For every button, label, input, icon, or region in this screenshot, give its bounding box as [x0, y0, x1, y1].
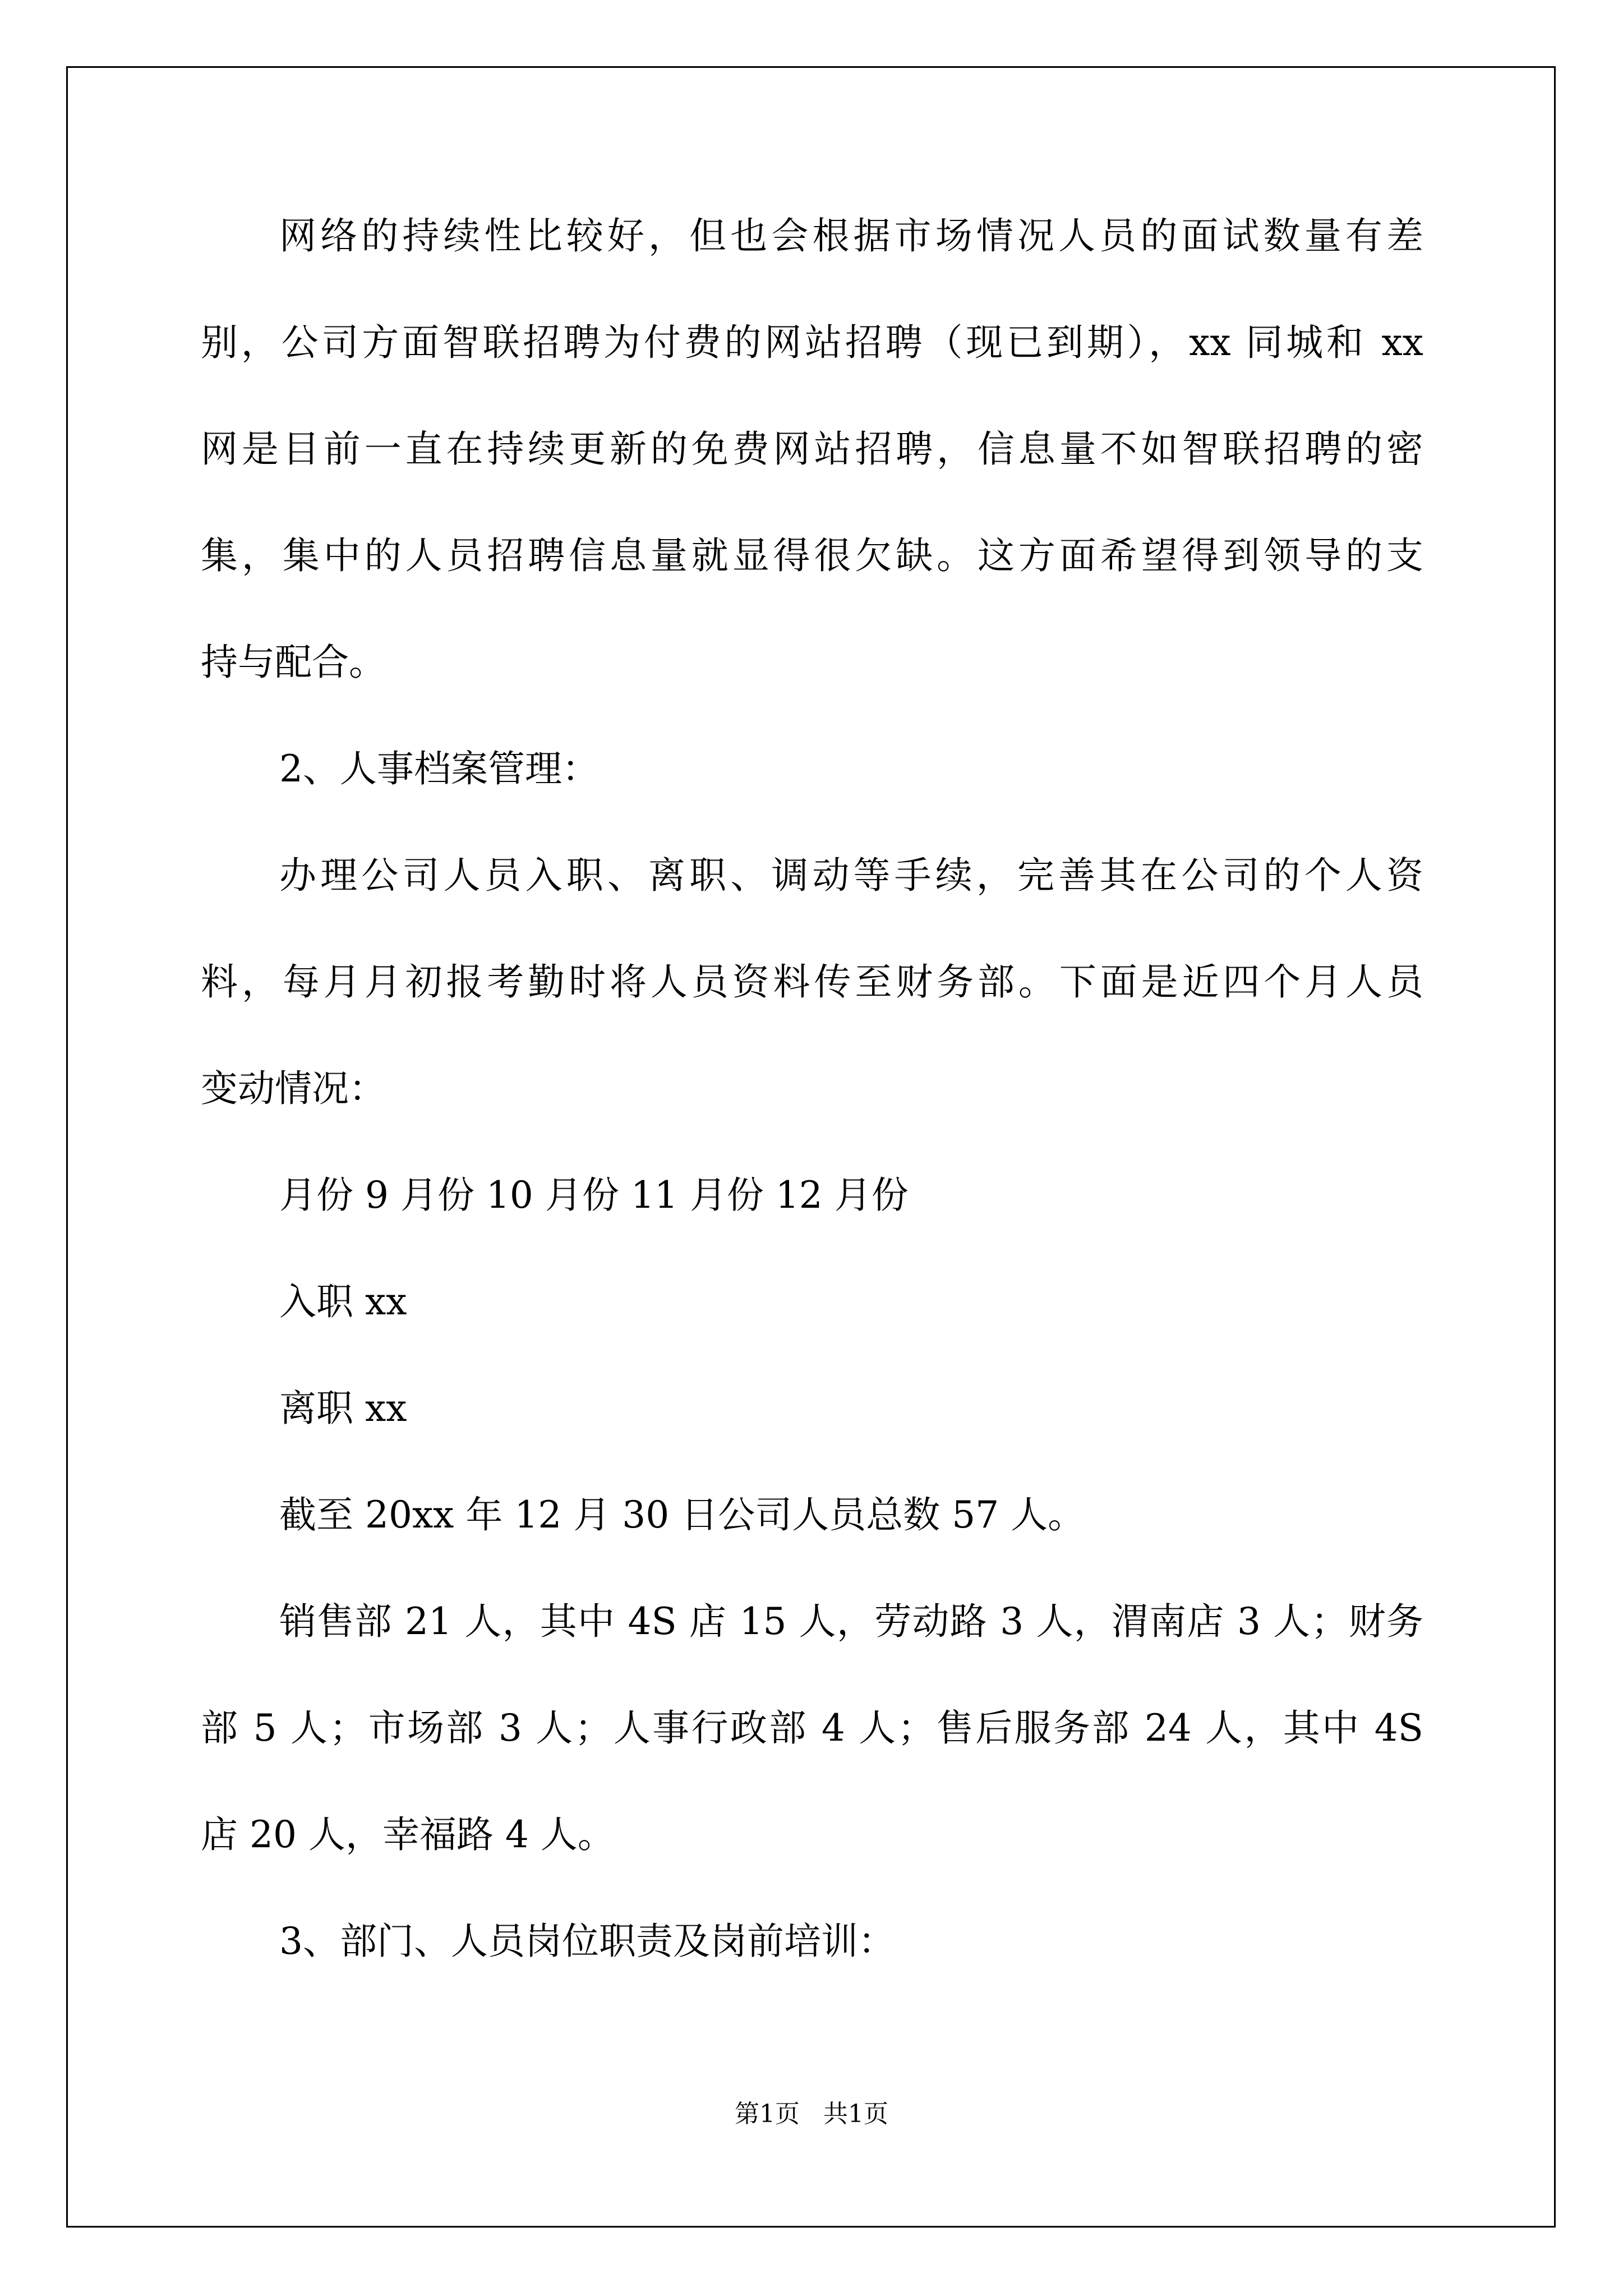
table-header-line: 月份 9 月份 10 月份 11 月份 12 月份 — [279, 1174, 909, 1217]
paragraph-line: 办理公司人员入职、离职、调动等手续，完善其在公司的个人资 — [279, 854, 1423, 897]
paragraph-line: 店 20 人，幸福路 4 人。 — [201, 1813, 615, 1856]
paragraph-line: 部 5 人；市场部 3 人；人事行政部 4 人；售后服务部 24 人，其中 4S — [201, 1706, 1423, 1750]
paragraph-line: 网是目前一直在持续更新的免费网站招聘，信息量不如智联招聘的密 — [201, 427, 1423, 471]
paragraph-line: 变动情况： — [201, 1067, 386, 1110]
page-footer: 第1页 共1页 — [735, 2100, 888, 2128]
table-row-line: 离职 xx — [279, 1387, 407, 1430]
paragraph-line: 料，每月月初报考勤时将人员资料传至财务部。下面是近四个月人员 — [201, 960, 1423, 1004]
paragraph-line: 集，集中的人员招聘信息量就显得很欠缺。这方面希望得到领导的支 — [201, 534, 1423, 577]
section-heading: 2、人事档案管理： — [279, 747, 599, 790]
paragraph-line: 网络的持续性比较好，但也会根据市场情况人员的面试数量有差 — [279, 214, 1423, 257]
document-body — [201, 214, 1423, 2030]
section-heading: 3、部门、人员岗位职责及岗前培训： — [279, 1920, 895, 1963]
table-row-line: 入职 xx — [279, 1280, 407, 1323]
paragraph-line: 持与配合。 — [201, 641, 386, 684]
paragraph-line: 销售部 21 人，其中 4S 店 15 人，劳动路 3 人，渭南店 3 人；财务 — [279, 1600, 1423, 1643]
paragraph-line: 截至 20xx 年 12 月 30 日公司人员总数 57 人。 — [279, 1493, 1085, 1536]
paragraph-line: 别，公司方面智联招聘为付费的网站招聘（现已到期），xx 同城和 xx — [201, 321, 1423, 364]
